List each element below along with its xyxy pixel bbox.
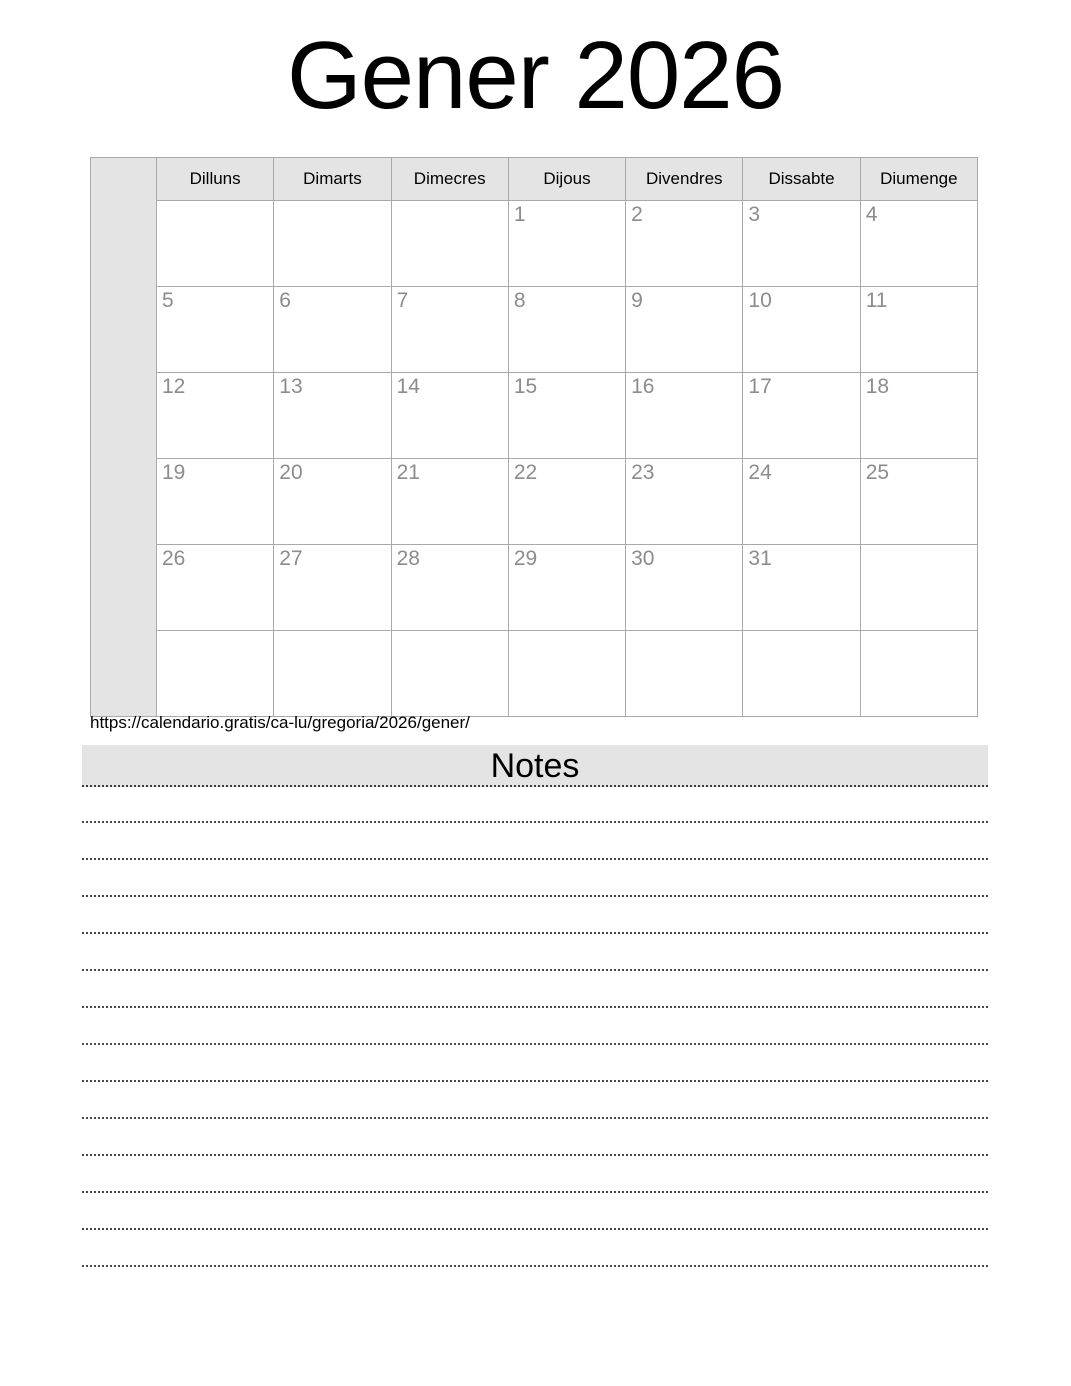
- day-cell: 27: [274, 545, 391, 631]
- day-cell: 15: [508, 373, 625, 459]
- calendar-left-margin: [91, 158, 157, 717]
- day-cell: 1: [508, 201, 625, 287]
- day-header-divendres: Divendres: [626, 158, 743, 201]
- day-cell: 3: [743, 201, 860, 287]
- day-cell: 24: [743, 459, 860, 545]
- day-cell: 6: [274, 287, 391, 373]
- note-line: [82, 823, 988, 860]
- day-cell: 20: [274, 459, 391, 545]
- day-cell: [391, 201, 508, 287]
- notes-title: Notes: [490, 747, 580, 785]
- day-cell: [274, 201, 391, 287]
- note-line: [82, 1193, 988, 1230]
- day-cell: 16: [626, 373, 743, 459]
- day-cell: 30: [626, 545, 743, 631]
- day-cell: 9: [626, 287, 743, 373]
- day-cell: [508, 631, 625, 717]
- note-line: [82, 1230, 988, 1267]
- note-line: [82, 897, 988, 934]
- day-cell: [860, 631, 977, 717]
- notes-lines: [82, 786, 988, 1267]
- day-cell: 21: [391, 459, 508, 545]
- calendar-week-row: [91, 545, 978, 631]
- note-line: [82, 1008, 988, 1045]
- calendar-week-row: [91, 459, 978, 545]
- day-cell: 13: [274, 373, 391, 459]
- day-cell: 23: [626, 459, 743, 545]
- calendar-week-row: [91, 631, 978, 717]
- note-line: [82, 934, 988, 971]
- day-cell: [157, 631, 274, 717]
- note-line: [82, 860, 988, 897]
- day-header-diumenge: Diumenge: [860, 158, 977, 201]
- note-line: [82, 1119, 988, 1156]
- day-cell: [391, 631, 508, 717]
- calendar-table: [90, 157, 978, 717]
- calendar-header-row: [91, 158, 978, 201]
- day-cell: 26: [157, 545, 274, 631]
- note-line: [82, 971, 988, 1008]
- day-cell: 8: [508, 287, 625, 373]
- note-line: [82, 1082, 988, 1119]
- calendar-week-row: [91, 287, 978, 373]
- day-header-dijous: Dijous: [508, 158, 625, 201]
- day-cell: 10: [743, 287, 860, 373]
- day-cell: 31: [743, 545, 860, 631]
- day-cell: 11: [860, 287, 977, 373]
- page-title: Gener 2026: [286, 22, 785, 129]
- day-cell: [860, 545, 977, 631]
- day-cell: 19: [157, 459, 274, 545]
- day-header-dissabte: Dissabte: [743, 158, 860, 201]
- day-cell: 12: [157, 373, 274, 459]
- day-cell: 18: [860, 373, 977, 459]
- day-header-dilluns: Dilluns: [157, 158, 274, 201]
- day-cell: 14: [391, 373, 508, 459]
- source-url-text: https://calendario.gratis/ca-lu/gregoria/2026/gener/: [90, 713, 470, 732]
- day-cell: 5: [157, 287, 274, 373]
- notes-header: [82, 745, 988, 787]
- day-cell: 4: [860, 201, 977, 287]
- day-header-dimarts: Dimarts: [274, 158, 391, 201]
- calendar-week-row: [91, 201, 978, 287]
- day-cell: [743, 631, 860, 717]
- day-cell: [274, 631, 391, 717]
- day-cell: 17: [743, 373, 860, 459]
- note-line: [82, 1045, 988, 1082]
- calendar-week-row: [91, 373, 978, 459]
- note-line: [82, 1156, 988, 1193]
- day-cell: 7: [391, 287, 508, 373]
- day-cell: 2: [626, 201, 743, 287]
- day-cell: 28: [391, 545, 508, 631]
- day-cell: [626, 631, 743, 717]
- day-cell: 25: [860, 459, 977, 545]
- day-header-dimecres: Dimecres: [391, 158, 508, 201]
- day-cell: [157, 201, 274, 287]
- note-line: [82, 786, 988, 823]
- day-cell: 22: [508, 459, 625, 545]
- day-cell: 29: [508, 545, 625, 631]
